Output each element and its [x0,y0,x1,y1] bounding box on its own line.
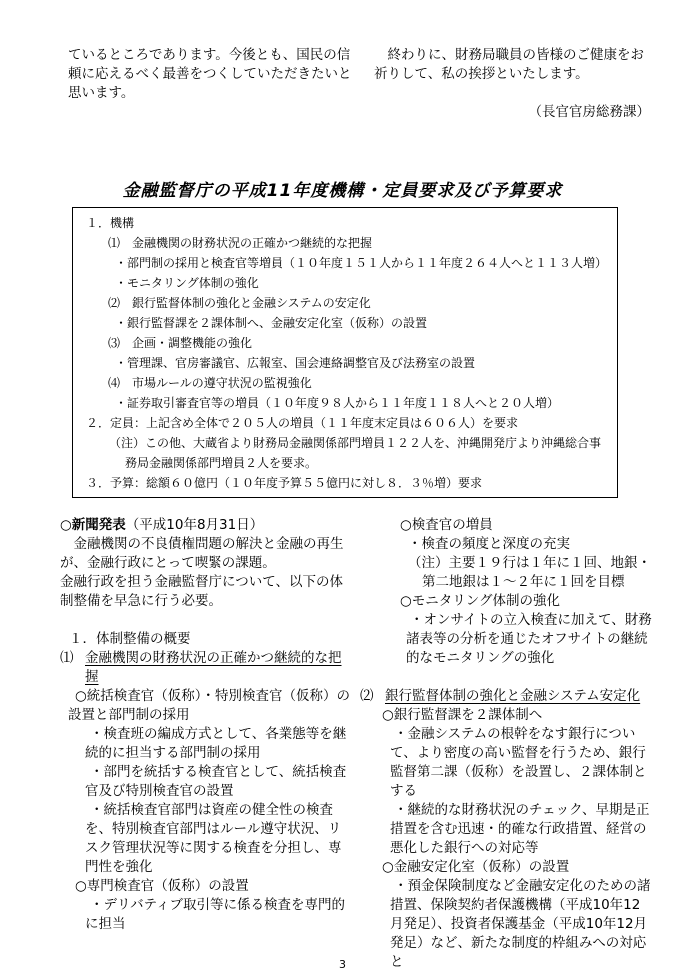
bullet-item [60,896,352,934]
box-heading-2 [81,293,609,313]
circle-item [360,858,652,877]
box-note [81,433,609,473]
circle-item [360,516,652,535]
section-heading [60,630,352,649]
box-heading-4 [81,373,609,393]
item-text: ・統括検査官部門は資産の健全性の検査を、特別検査官部門はルール遵守状況、リスク管理状況等に関する検査を分担し、専門性を強化 [85,802,342,875]
bullet-item [60,725,352,763]
item-text: ・検査の頻度と深度の充実 [408,536,570,552]
box-bullet [81,393,609,413]
item-text: ・預金保険制度など金融安定化のための諸措置、保険契約者保護機構（平成10年12月発足）、投資者保護基金（平成10年12月発足）など、新たな制度的枠組みへの対応と [390,878,651,970]
article-title: 金融監督庁の平成11年度機構・定員要求及び予算要求 [122,181,563,201]
box-section-teiin [81,413,609,433]
intro-paragraph-right [374,46,650,122]
item-text: ⑶ 企画・調整機能の強化 [108,336,253,350]
bullet-item [360,725,652,801]
summary-box [72,207,618,498]
item-text: 金融行政を担う金融監督庁について、以下の体制整備を早急に行う必要。 [60,574,343,609]
item-text-rest: （平成10年8月31日） [125,517,264,533]
item-text: ⑷ 市場ルールの遵守状況の監視強化 [108,376,312,390]
body-column-left [60,516,352,934]
circle-item [60,687,352,725]
item-text: ⑴ 金融機関の財務状況の正確かつ継続的な把握 [108,236,373,250]
circle-item [360,592,652,611]
bullet-item [360,801,652,858]
circle-item [60,877,352,896]
box-bullet [81,313,609,333]
item-number: ⑴ [60,650,74,666]
item-text: ○新聞発表 [60,517,126,533]
box-heading-1 [81,233,609,253]
bullet-item [60,763,352,801]
box-heading-3 [81,333,609,353]
item-text: ２．定員：上記含め全体で２０５人の増員（１１年度末定員は６０６人）を要求 [86,416,519,430]
item-text: ・部門制の採用と検査官等増員（１０年度１５１人から１１年度２６４人へと１１３人増） [115,256,608,270]
intro-left-text: ているところであります。今後とも、国民の信頼に応えるべく最善をつくしていただきたいと思います。 [68,47,352,101]
item-text: ・金融システムの根幹をなす銀行について、より密度の高い監督を行うため、銀行監督第二課（仮称）を設置し、２課体制とする [390,726,647,799]
box-bullet [81,353,609,373]
item-text: ３．予算：総額６０億円（１０年度予算５５億円に対し８．３％増）要求 [86,476,483,490]
item-text: 金融機関の不良債権問題の解決と金融の再生が、金融行政にとって喫緊の課題。 [60,536,344,571]
item-text: ○検査官の増員 [400,517,493,533]
item-text: ○金融安定化室（仮称）の設置 [382,859,570,875]
item-text: ・デリバティブ取引等に係る検査を専門的に担当 [85,897,346,932]
item-text: ・銀行監督課を２課体制へ、金融安定化室（仮称）の設置 [115,316,428,330]
paragraph [60,535,352,573]
item-text: ⑵ 銀行監督体制の強化と金融システムの安定化 [108,296,371,310]
numbered-heading-2 [360,687,652,706]
item-text: ・検査班の編成方式として、各業態等を継続的に担当する部門制の採用 [85,726,347,761]
item-text: ・オンサイトの立入検査に加えて、財務諸表等の分析を通じたオフサイトの継続的なモニタリングの強化 [406,612,652,666]
spacer [360,668,652,687]
paragraph [60,573,352,611]
item-text: １．体制整備の概要 [69,631,191,647]
item-text: ・モニタリング体制の強化 [115,276,259,290]
body-column-right [360,516,652,972]
spacer [60,611,352,630]
item-text: ○統括検査官（仮称）・特別検査官（仮称）の設置と部門制の採用 [68,688,351,723]
intro-paragraph-left [68,46,360,103]
press-release-heading [60,516,352,535]
box-section-yosan [81,473,609,493]
item-text: （注）主要１９行は１年に１回、地銀・第二地銀は１～２年に１回を目標 [408,555,651,590]
note-item [360,554,652,592]
item-text: ○銀行監督課を２課体制へ [382,707,543,723]
bullet-item [360,535,652,554]
page-number: 3 [339,958,346,971]
item-number: ⑵ [360,688,374,704]
signature-line: （長官官房総務課） [528,104,650,120]
item-text: ○専門検査官（仮称）の設置 [75,878,249,894]
numbered-heading-1 [60,649,352,687]
item-text: 銀行監督体制の強化と金融システム安定化 [385,688,641,704]
box-bullet [81,253,609,273]
box-section-kikou [81,213,609,233]
item-text: ・証券取引審査官等の増員（１０年度９８人から１１年度１１８人へと２０人増） [115,396,560,410]
item-text: 金融機関の財務状況の正確かつ継続的な把握 [85,650,342,685]
bullet-item [60,801,352,877]
intro-right-text: 終わりに、財務局職員の皆様のご健康をお祈りして、私の挨拶といたします。 [374,47,644,82]
box-bullet [81,273,609,293]
bullet-item [360,611,652,668]
item-text: ・部門を統括する検査官として、統括検査官及び特別検査官の設置 [85,764,347,799]
item-text: ・管理課、官房審議官、広報室、国会連絡調整官及び法務室の設置 [115,356,476,370]
item-text: １．機構 [86,216,135,230]
item-text: ・継続的な財務状況のチェック、早期是正措置を含む迅速・的確な行政措置、経営の悪化した銀行への対応等 [390,802,650,856]
circle-item [360,706,652,725]
item-text: ○モニタリング体制の強化 [400,593,561,609]
item-text: （注）この他、大蔵省より財務局金融関係部門増員１２２人を、沖縄開発庁より沖縄総合事務局金融関係部門増員２人を要求。 [109,436,602,470]
